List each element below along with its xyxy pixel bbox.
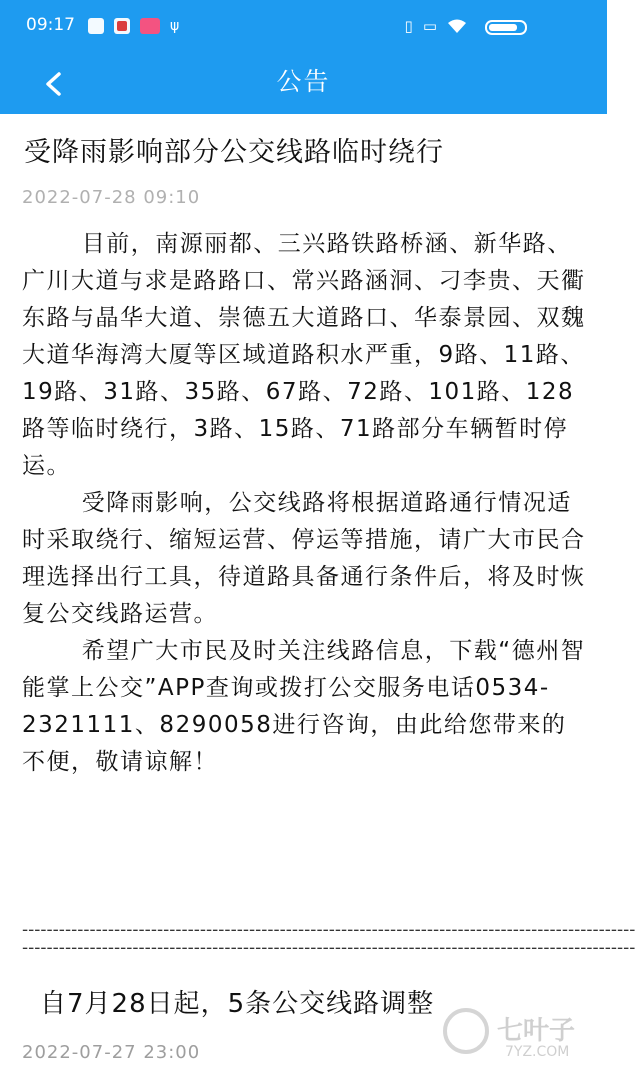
watermark-sub: 7YZ.COM <box>505 1044 570 1060</box>
app-badge-icon <box>140 18 160 34</box>
article-body <box>22 226 587 781</box>
vibrate-icon: ▯ <box>404 17 413 35</box>
status-bar <box>0 0 607 54</box>
article-paragraph: 受降雨影响，公交线路将根据道路通行情况适时采取绕行、缩短运营、停运等措施，请广大市民合理选择出行工具，待道路具备通行条件后，将及时恢复公交线路运营。 <box>22 490 586 627</box>
article-date: 2022-07-28 09:10 <box>22 187 201 208</box>
nav-bar <box>0 54 607 114</box>
divider-line: ---------------------------------------------------------------------------------------------------- <box>22 920 635 940</box>
page-title: 公告 <box>276 67 331 96</box>
watermark-logo-icon <box>443 1008 489 1054</box>
watermark <box>443 1004 593 1068</box>
battery-icon <box>485 20 527 35</box>
divider <box>22 920 635 958</box>
status-time: 09:17 <box>26 15 75 35</box>
article-paragraph: 目前，南源丽都、三兴路铁路桥涵、新华路、广川大道与求是路路口、常兴路涵洞、刁李贵、天衢东路与晶华大道、崇德五大道路口、华泰景园、双魏大道华海湾大厦等区域道路积水严重，9路、11路、19路、31路、35路、67路、72路、101路、128路等临时绕行，3路、15路、71路部分车辆暂时停运。 <box>22 231 586 479</box>
article-paragraph: 希望广大市民及时关注线路信息，下载“德州智能掌上公交”APP查询或拨打公交服务电话0534-2321111、8290058进行咨询，由此给您带来的不便，敬请谅解！ <box>22 638 586 775</box>
message-icon <box>88 18 104 34</box>
next-article-title[interactable]: 自7月28日起，5条公交线路调整 <box>40 989 435 1019</box>
divider-line: ---------------------------------------------------------------------------------------------------- <box>22 938 635 958</box>
watermark-text: 七叶子 <box>497 1016 576 1046</box>
usb-icon: ψ <box>170 18 180 34</box>
article-title: 受降雨影响部分公交线路临时绕行 <box>24 137 444 168</box>
sim-icon: ▭ <box>422 17 437 35</box>
wifi-icon <box>447 18 467 34</box>
status-left-icons <box>88 18 179 34</box>
next-article-date: 2022-07-27 23:00 <box>22 1042 201 1063</box>
app-icon <box>114 18 130 34</box>
status-right-icons <box>405 17 467 35</box>
